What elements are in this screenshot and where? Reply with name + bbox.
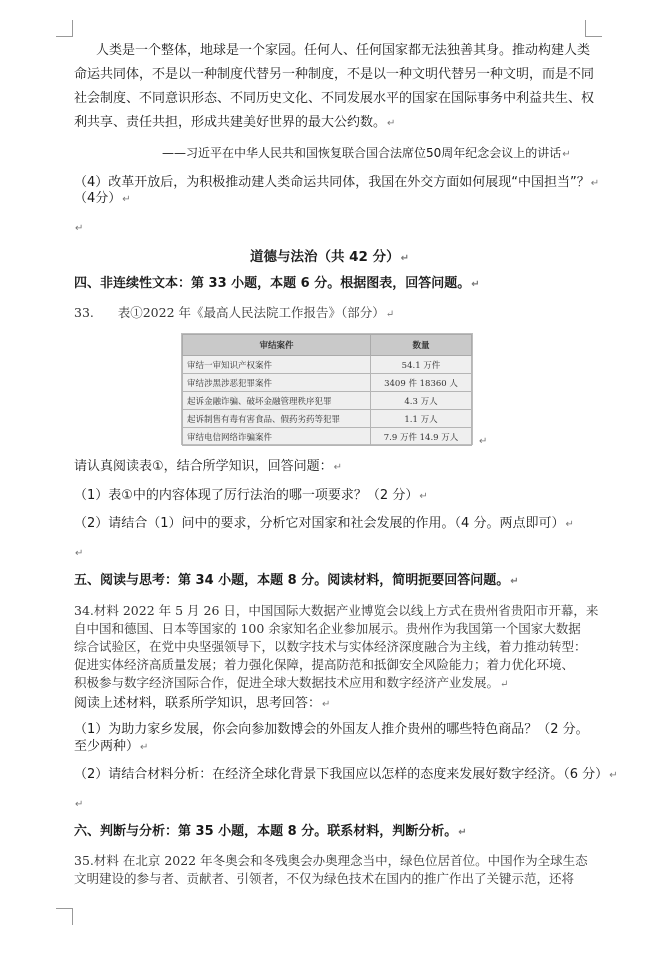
crop-mark-top-right — [585, 20, 602, 37]
table-para-mark: ↵ — [479, 436, 488, 447]
table-row: 审结一审知识产权案件 54.1 万件 — [183, 356, 472, 374]
quote-line-3: 社会制度、不同意识形态、不同历史文化、不同发展水平的国家在国际事务中利益共生、权 — [74, 91, 595, 106]
material-34-line-5: 积极参与数字经济国际合作，促进全球大数据技术应用和数字经济产业发展。↵ — [74, 675, 509, 690]
question-33-part-2: （2）请结合（1）问中的要求，分析它对国家和社会发展的作用。（4 分。两点即可）↵ — [74, 516, 574, 531]
question-4-line-2: （4分）↵ — [74, 191, 131, 206]
question-4-line-1: （4）改革开放后，为积极推动建人类命运共同体，我国在外交方面如何展现“中国担当”？↵ — [74, 175, 600, 190]
crop-mark-top-left — [56, 20, 73, 37]
material-34-line-2: 自中国和德国、日本等国家的 100 余家知名企业参加展示。贵州作为我国第一个国家大数据 — [74, 621, 581, 636]
table-header-case: 审结案件 — [183, 335, 371, 356]
section-title: 道德与法治（共 42 分）↵ — [249, 249, 410, 265]
quote-line-2: 命运共同体，不是以一种制度代替另一种制度，不是以一种文明代替另一种文明，而是不同 — [74, 67, 595, 82]
part-5-heading: 五、阅读与思考：第 34 小题，本题 8 分。阅读材料，简明扼要回答问题。↵ — [74, 573, 519, 588]
material-34-line-1: 34.材料 2022 年 5 月 26 日，中国国际大数据产业博览会以线上方式在贵州省贵阳市开幕，来 — [74, 603, 599, 618]
question-33-prompt: 请认真阅读表①，结合所学知识，回答问题：↵ — [74, 459, 343, 474]
table-row: 审结涉黑涉恶犯罪案件 3409 件 18360 人 — [183, 374, 472, 392]
question-33-caption: 33. 表①2022 年《最高人民法院工作报告》（部分）↵ — [74, 305, 395, 320]
quote-source: ——习近平在中华人民共和国恢复联合国合法席位50周年纪念会议上的讲话↵ — [162, 146, 571, 160]
question-34-part-1-line-2: 至少两种）↵ — [74, 739, 149, 754]
table-row: 起诉制售有毒有害食品、假药劣药等犯罪 1.1 万人 — [183, 410, 472, 428]
table-row: 起诉金融诈骗、破坏金融管理秩序犯罪 4.3 万人 — [183, 392, 472, 410]
material-34-line-3: 综合试验区，在党中央坚强领导下，以数字技术与实体经济深度融合为主线，着力推动转型： — [74, 639, 587, 654]
material-35-line-1: 35.材料 在北京 2022 年冬奥会和冬残奥会办奥理念当中，绿色位居首位。中国作为全球生态 — [74, 853, 588, 868]
question-33-part-1: （1）表①中的内容体现了厉行法治的哪一项要求？（2 分）↵ — [74, 488, 428, 503]
empty-paragraph: ↵ — [75, 799, 84, 810]
question-34-part-1-line-1: （1）为助力家乡发展，你会向参加数博会的外国友人推介贵州的哪些特色商品？（2 分。 — [74, 722, 589, 737]
court-report-table — [181, 333, 473, 445]
table-header-quantity: 数量 — [371, 335, 472, 356]
quote-line-4: 利共享、责任共担，形成共建美好世界的最大公约数。↵ — [74, 115, 396, 130]
question-34-part-2: （2）请结合材料分析：在经济全球化背景下我国应以怎样的态度来发展好数字经济。（6 分）↵ — [74, 767, 618, 782]
material-34-line-4: 促进实体经济高质量发展；着力强化保障，提高防范和抵御安全风险能力；着力优化环境、 — [74, 657, 575, 672]
quote-line-1: 人类是一个整体，地球是一个家园。任何人、任何国家都无法独善其身。推动构建人类 — [96, 43, 591, 58]
part-4-heading: 四、非连续性文本：第 33 小题，本题 6 分。根据图表，回答问题。↵ — [74, 276, 480, 291]
question-34-prompt: 阅读上述材料，联系所学知识，思考回答：↵ — [74, 696, 331, 711]
crop-mark-bottom-left — [56, 908, 73, 925]
empty-paragraph: ↵ — [75, 223, 84, 234]
material-35-line-2: 文明建设的参与者、贡献者、引领者，不仅为绿色技术在国内的推广作出了关键示范，还将 — [74, 871, 575, 886]
empty-paragraph: ↵ — [75, 548, 84, 559]
table-row: 审结电信网络诈骗案件 7.9 万件 14.9 万人 — [183, 428, 472, 446]
part-6-heading: 六、判断与分析：第 35 小题，本题 8 分。联系材料，判断分析。↵ — [74, 824, 467, 839]
